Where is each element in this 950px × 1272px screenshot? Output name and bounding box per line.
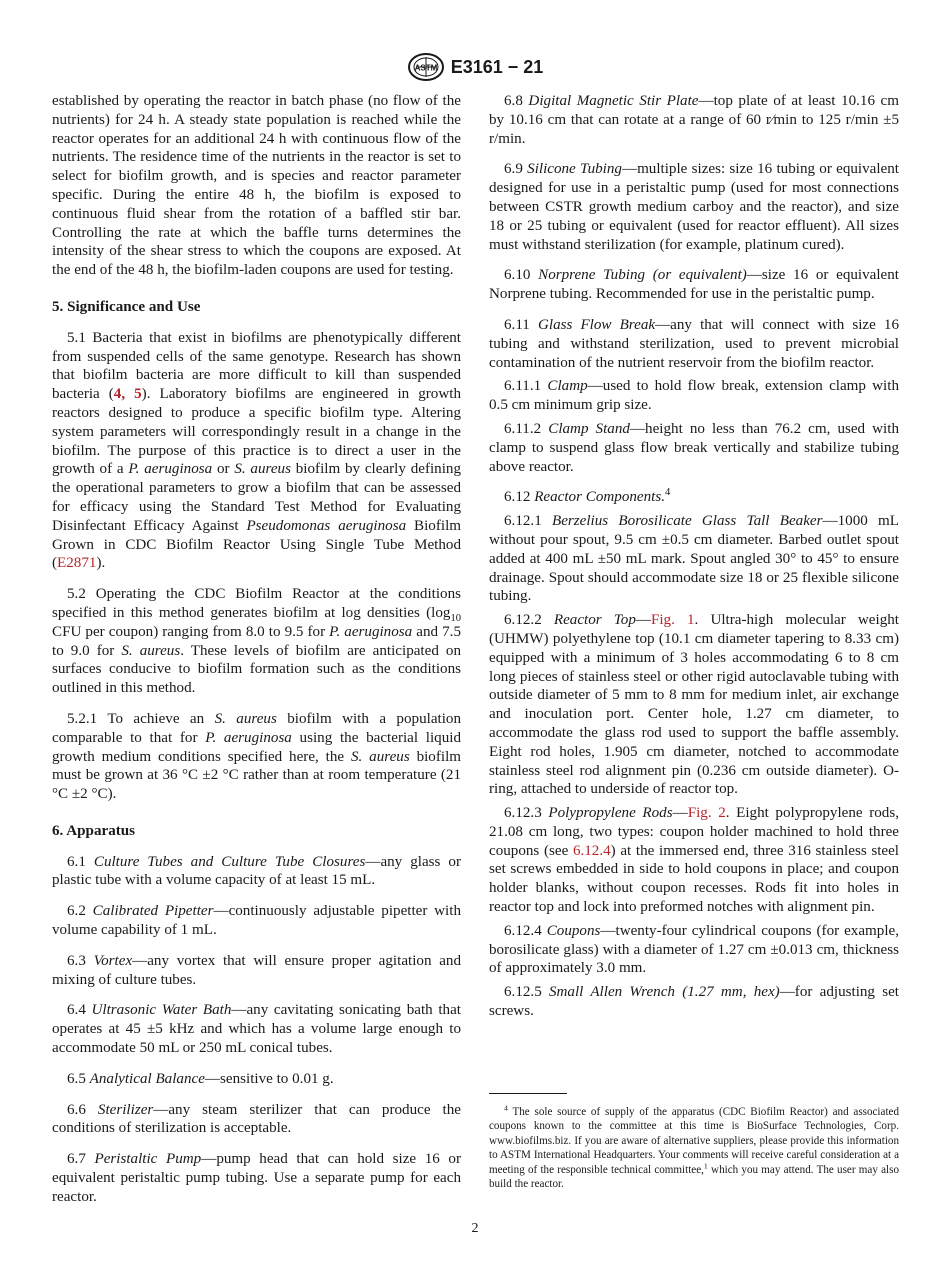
section-6-12-4-link[interactable]: 6.12.4 bbox=[572, 842, 611, 859]
paragraph-6-11: 6.11 Glass Flow Break—any that will connect with size 16 tubing and withstand sterilization, used to prevent microbial contamination of the nutrient reservoir from the biofilm reactor. bbox=[489, 316, 900, 371]
standard-designation: E3161 − 21 bbox=[450, 56, 544, 77]
paragraph-6-6: 6.6 Sterilizer—any steam sterilizer that can produce the conditions of sterilization is acceptable. bbox=[52, 1101, 461, 1137]
paragraph-6-12-3: 6.12.3 Polypropylene Rods—Fig. 2. Eight polypropylene rods, 21.08 cm long, two types: coupon holder machined to hold three coupons (see 6.12.4) at the immersed end, three 316 stainless steel set screws embedded in side to hold coupons in place; and coupon holder blanks, without coupon recesses. Rods fit into holes in reactor top and lock into preformed notches with alignment pin. bbox=[489, 805, 900, 916]
paragraph-6-12-2: 6.12.2 Reactor Top—Fig. 1. Ultra-high molecular weight (UHMW) polyethylene top (10.1 cm diameter tapering to 8.33 cm) equipped with a minimum of 3 holes accommodating 6 to 8 cm long pieces of stainless steel or other rigid autoclavable tubing with outside diameter of 5 mm to 8 mm for medium inlet, air exchange and inoculation port. Center hole, 1.27 cm diameter, to accommodate the glass rod used to support the baffle assembly. Eight rod holes, 1.905 cm diameter, notched to accommodate stainless steel rod alignment pin (0.236 cm outside diameter). O-ring, attached to underside of reactor top. bbox=[489, 612, 899, 798]
paragraph-6-11-2: 6.11.2 Clamp Stand—height no less than 76.2 cm, used with clamp to suspend glass flow break vertically and stabilize tubing above reactor. bbox=[489, 420, 899, 475]
paragraph-6-12-4: 6.12.4 Coupons—twenty-four cylindrical coupons (for example, borosilicate glass) with a diameter of 1.27 cm ±0.013 cm, thickness of approximately 3.0 mm. bbox=[489, 922, 900, 977]
right-column bbox=[489, 92, 899, 1021]
paragraph-6-1: 6.1 Culture Tubes and Culture Tube Closures—any glass or plastic tube with a volume capacity of at least 15 mL. bbox=[52, 853, 461, 889]
astm-logo bbox=[407, 52, 445, 82]
paragraph-5-1: 5.1 Bacteria that exist in biofilms are phenotypically different from suspended cells of the same genotype. Research has shown that biofilm bacteria are more difficult to kill than suspended bacteria (4, 5). Laboratory biofilms are engineered in growth reactors designed to produce a specific biofilm type. Altering system parameters will correspondingly result in a change in the biofilm. The purpose of this practice is to direct a user in the growth of a P. aeruginosa or S. aureus biofilm by clearly defining the operational parameters to grow a biofilm that can be assessed for efficacy using the Standard Test Method for Evaluating Disinfectant Efficacy Against Pseudomonas aeruginosa Biofilm Grown in CDC Biofilm Reactor Using Single Tube Method (E2871). bbox=[52, 329, 462, 572]
paragraph-6-9: 6.9 Silicone Tubing—multiple sizes: size 16 tubing or equivalent designed for use in a peristaltic pump (used for most connections between CSTR growth medium carboy and the reactor), and size 18 or 25 tubing or equivalent (used for reactor effluent). All sizes must withstand sterilization (for example, platinum cured). bbox=[489, 161, 900, 253]
section-6-heading: 6. Apparatus bbox=[52, 822, 136, 839]
paragraph-6-3: 6.3 Vortex—any vortex that will ensure proper agitation and mixing of culture tubes. bbox=[52, 952, 461, 988]
paragraph-6-8: 6.8 Digital Magnetic Stir Plate—top plate of at least 10.16 cm by 10.16 cm that can rotate at a range of 60 r⁄min to 125 r/min ±5 r/min. bbox=[489, 93, 899, 147]
figure-1-link[interactable]: Fig. 1 bbox=[650, 612, 695, 629]
logo-text: ASTM bbox=[414, 63, 438, 73]
paragraph-6-12-5: 6.12.5 Small Allen Wrench (1.27 mm, hex)—for adjusting set screws. bbox=[489, 984, 899, 1020]
footnote-number: 4 bbox=[504, 1103, 508, 1113]
page-header bbox=[0, 52, 950, 87]
paragraph-6-4: 6.4 Ultrasonic Water Bath—any cavitating sonicating bath that operates at 45 ±5 kHz and which has a volume large enough to accommodate 50 mL or 250 mL conical tubes. bbox=[52, 1002, 461, 1057]
paragraph-6-2: 6.2 Calibrated Pipetter—continuously adjustable pipetter with volume capability of 1 mL. bbox=[52, 903, 461, 939]
paragraph-6-5: 6.5 Analytical Balance—sensitive to 0.01 g. bbox=[67, 1070, 334, 1087]
paragraph-6-11-1: 6.11.1 Clamp—used to hold flow break, extension clamp with 0.5 cm minimum grip size. bbox=[489, 378, 899, 414]
figure-2-link[interactable]: Fig. 2 bbox=[687, 805, 726, 822]
footnote-text: The sole source of supply of the apparatus (CDC Biofilm Reactor) and associated coupons known to the committee at this time is BioSurface Technologies, Corp. www.biofilms.biz. If you are aware of alternative suppliers, please provide this information to ASTM International Headquarters. Your comments will receive careful consideration at a meeting of the responsible technical committee, bbox=[489, 1106, 899, 1176]
citation-link[interactable]: 4, 5 bbox=[113, 386, 142, 403]
intro-paragraph: established by operating the reactor in batch phase (no flow of the nutrients) for 24 h. A steady state population is reached while the reactor operates for an additional 24 h with continuous flow of the nutrients. The residence time of the nutrients in the reactor is set to select for biofilm growth, and is species and reactor parameter specific. During the entire 48 h, the biofilm is exposed to continuous fluid shear from the rotation of a baffled stir bar. Controlling the rate at which the baffle turns determines the intensity of the shear stress to which the coupons are exposed. At the end of the 48 h, the biofilm-laden coupons are used for testing. bbox=[52, 93, 461, 279]
paragraph-6-10: 6.10 Norprene Tubing (or equivalent)—size 16 or equivalent Norprene tubing. Recommended for use in the peristaltic pump. bbox=[489, 267, 899, 303]
page-number: 2 bbox=[471, 1221, 479, 1236]
standard-link-e2871[interactable]: E2871 bbox=[57, 555, 97, 572]
paragraph-5-2-1: 5.2.1 To achieve an S. aureus biofilm with a population comparable to that for P. aeruginosa using the bacterial liquid growth medium conditions specified here, the S. aureus biofilm must be grown at 36 °C ±2 °C rather than at room temperature (21 °C ±2 °C). bbox=[52, 710, 462, 803]
footnote-marker[interactable]: 4 bbox=[665, 487, 671, 499]
paragraph-5-2: 5.2 Operating the CDC Biofilm Reactor at the conditions specified in this method generates biofilm at log densities ($\log_{10}$ CFU per coupon) ranging from 8.0 to 9.5 for P. aeruginosa and 7.5 to 9.0 for S. aureus. These levels of biofilm are anticipated on surfaces conducive to biofilm formation such as the conditions outlined in this method. bbox=[52, 586, 462, 697]
paragraph-6-12-1: 6.12.1 Berzelius Borosilicate Glass Tall Beaker—1000 mL without pour spout, 9.5 cm ±0.5 cm diameter. Barbed outlet spout added at 400 mL ±50 mL mark. Spout angled 30° to 45° to ensure drainage. Spout should accommodate size 18 or 25 flexible silicone tubing. bbox=[489, 513, 899, 605]
paragraph-6-12: 6.12 Reactor Components.$^4$ bbox=[504, 487, 671, 506]
left-column bbox=[52, 92, 461, 1207]
footnote: $^4$ The sole source of supply of the apparatus (CDC Biofilm Reactor) and associated coupons known to the committee at this time is BioSurface Technologies, Corp. www.biofilms.biz. If you are aware of alternative suppliers, please provide this information to ASTM International Headquarters. Your comments will receive careful consideration at a meeting of the responsible technical committee,$^1$ which you may attend. The user may also build the reactor. bbox=[489, 1103, 899, 1191]
section-5-heading: 5. Significance and Use bbox=[52, 298, 201, 315]
footnote-divider bbox=[489, 1093, 567, 1094]
paragraph-6-7: 6.7 Peristaltic Pump—pump head that can hold size 16 or equivalent peristaltic pump tubing. Use a separate pump for each reactor. bbox=[52, 1151, 462, 1205]
